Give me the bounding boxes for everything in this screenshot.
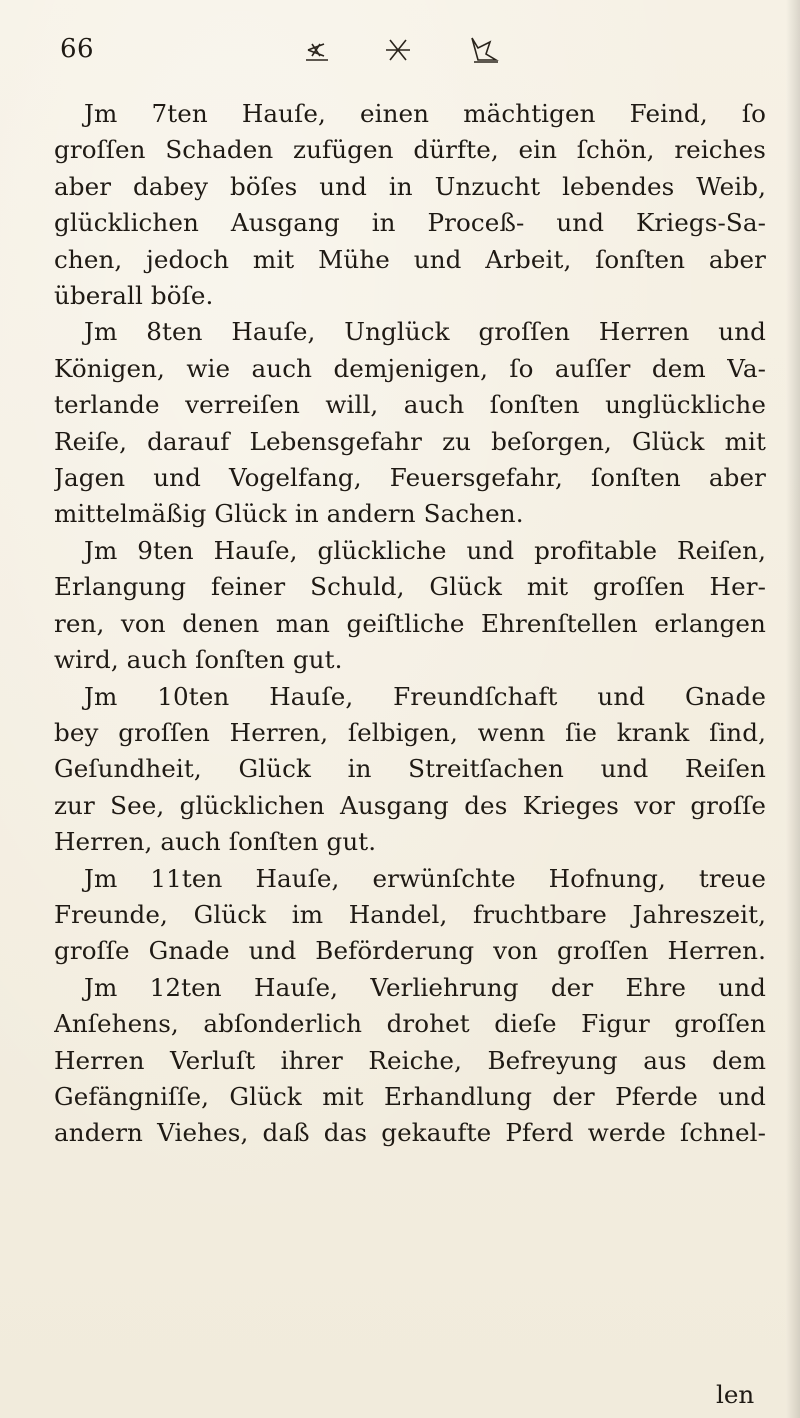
text-line: Jm 7ten Hauſe, einen mächtigen Feind, ſo: [84, 99, 766, 128]
text-line: terlande verreiſen will, auch ſonſten unglückliche: [54, 390, 766, 420]
text-line: Königen, wie auch demjenigen, ſo auſſer dem Va-: [54, 353, 766, 383]
text-line: Jagen und Vogelfang, Feuersgefahr, ſonſten aber: [54, 463, 766, 493]
text-line: Herren Verluſt ihrer Reiche, Befreyung aus dem: [54, 1045, 766, 1075]
text-line: ren, von denen man geiſtliche Ehrenſtellen erlangen: [54, 608, 766, 638]
text-line: Jm 9ten Hauſe, glückliche und profitable Reiſen,: [84, 535, 766, 565]
text-line: mittelmäßig Glück in andern Sachen.: [54, 499, 524, 529]
text-line: chen, jedoch mit Mühe und Arbeit, ſonſten aber: [54, 244, 766, 274]
page-header: [60, 30, 760, 74]
text-line: Reiſe, darauf Lebensgefahr zu beſorgen, Glück mit: [54, 426, 766, 456]
text-line: andern Viehes, daß das gekaufte Pferd werde ſchnel-: [54, 1118, 766, 1148]
text-line: Jm 11ten Hauſe, erwünſchte Hofnung, treue: [84, 863, 766, 893]
text-line: groſſe Gnade und Beförderung von groſſen Herren.: [54, 936, 766, 966]
ornament-icon: [250, 30, 550, 70]
paragraph-house-7: [54, 96, 766, 314]
text-line: Jm 10ten Hauſe, Freundſchaft und Gnade: [84, 681, 766, 711]
text-line: aber dabey böſes und in Unzucht lebendes Weib,: [54, 171, 766, 201]
text-line: Erlangung feiner Schuld, Glück mit groſſen Her-: [54, 572, 766, 602]
text-line: glücklichen Ausgang in Proceß- und Kriegs-Sa-: [54, 208, 766, 238]
text-line: Jm 8ten Hauſe, Unglück groſſen Herren und: [84, 317, 766, 347]
text-line: überall böſe.: [54, 281, 214, 311]
page-number: 66: [60, 34, 95, 64]
text-line: Gefängniſſe, Glück mit Erhandlung der Pferde und: [54, 1081, 766, 1111]
text-line: Geſundheit, Glück in Streitſachen und Reiſen: [54, 754, 766, 784]
text-line: Anſehens, abſonderlich drohet dieſe Figur groſſen: [54, 1009, 766, 1039]
body-text: [54, 96, 766, 1152]
catchword: len: [716, 1380, 755, 1409]
text-line: wird, auch ſonſten gut.: [54, 645, 343, 675]
text-line: zur See, glücklichen Ausgang des Krieges vor groſſe: [54, 790, 766, 820]
page-edge-shadow: [786, 0, 800, 1418]
text-line: groſſen Schaden zufügen dürfte, ein ſchön, reiches: [54, 135, 766, 165]
text-line: Freunde, Glück im Handel, fruchtbare Jahreszeit,: [54, 899, 766, 929]
paragraph-house-12: [54, 970, 766, 1152]
text-line: Herren, auch ſonſten gut.: [54, 827, 377, 857]
paragraph-house-8: [54, 314, 766, 532]
paragraph-house-11: [54, 861, 766, 970]
text-line: bey groſſen Herren, ſelbigen, wenn ſie krank ſind,: [54, 717, 766, 747]
paragraph-house-9: [54, 533, 766, 679]
paragraph-house-10: [54, 679, 766, 861]
text-line: Jm 12ten Hauſe, Verliehrung der Ehre und: [84, 972, 766, 1002]
